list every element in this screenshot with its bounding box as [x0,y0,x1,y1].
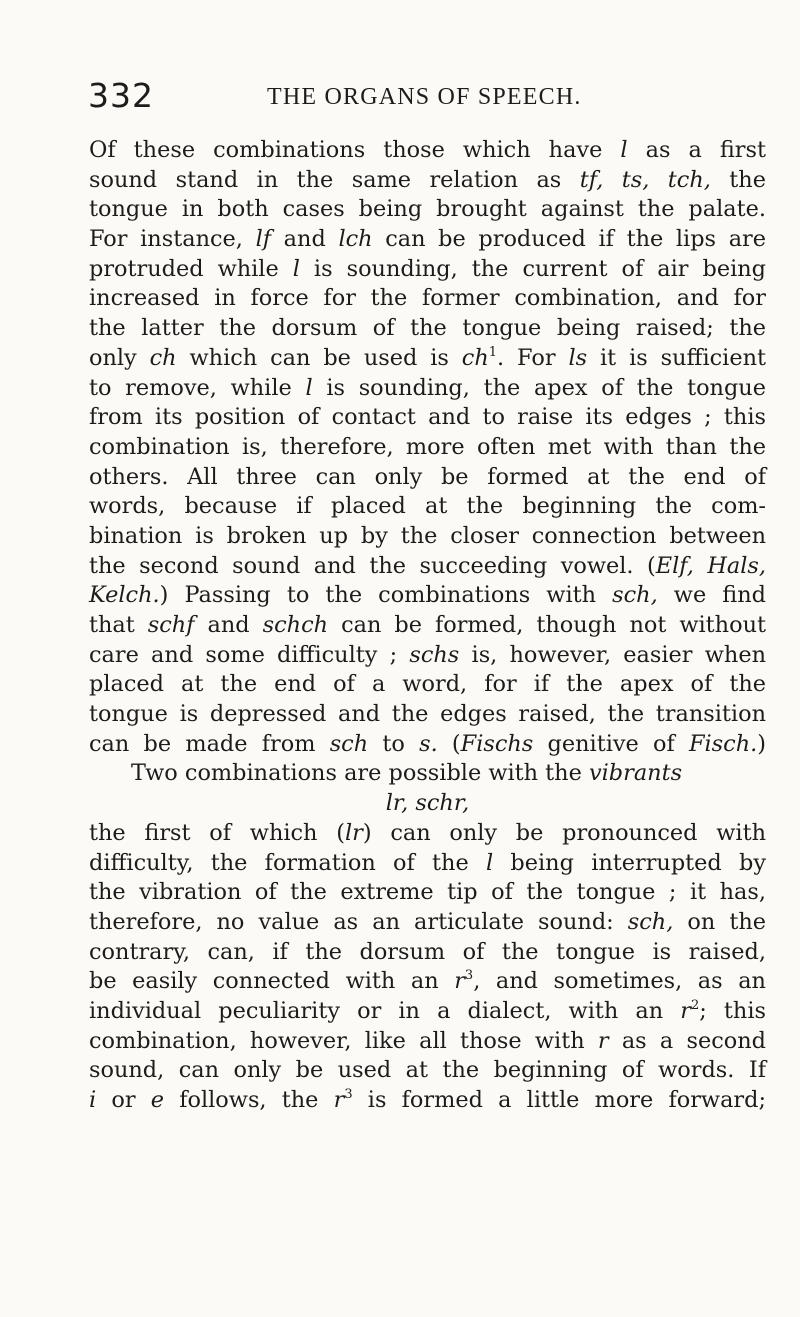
italic-term: vibrants [588,760,683,787]
text-line [89,433,766,463]
text-run: can be produced if the lips are [372,226,766,253]
italic-term: tf, ts, tch, [579,166,711,193]
text-line [89,374,766,404]
italic-term: ls [568,344,588,371]
text-run: is formed a little more forward; [352,1087,767,1113]
italic-term: e [150,1087,165,1113]
italic-term: r [333,1087,345,1113]
text-run: the [710,166,766,193]
text-line [89,581,766,611]
formula-line [89,789,766,819]
text-run: follows, the [164,1087,334,1113]
italic-term: sch, [612,582,658,609]
text-line [89,819,766,849]
italic-term: s. [419,730,438,757]
text-line [89,759,766,789]
italic-term: sch, [627,908,674,935]
text-run: be easily connected with an [89,968,455,995]
italic-term: Elf, Hals, [655,552,767,579]
text-run: the second sound and the succeeding vowel. ( [89,552,656,579]
italic-term: sch [329,730,369,757]
page-header [88,76,768,116]
text-run: tongue in both cases being brought against the palate. [89,196,766,223]
text-line [89,255,766,285]
italic-term: i [89,1087,97,1113]
text-run: ( [437,730,461,757]
text-run: on the [673,908,766,935]
text-run: to remove, while [89,374,306,401]
text-run: we find [657,582,766,609]
text-run: to [368,730,420,757]
text-run: being interrupted by [493,849,767,876]
text-run: ; this [699,997,767,1024]
text-run: individual peculiarity or in a dialect, with an [89,997,681,1024]
italic-term: schs [409,641,460,668]
text-line [89,1056,766,1086]
text-run: from its position of contact and to raise its edges ; this [89,404,766,431]
text-line [89,344,766,374]
text-run: is sounding, the current of air being [299,255,766,282]
italic-term: Fisch. [688,730,758,757]
text-line [89,552,766,582]
text-run: is sounding, the apex of the tongue [312,374,766,401]
text-line [89,195,766,225]
text-run: , and sometimes, as an [473,968,766,995]
text-line [89,314,766,344]
italic-term: r [597,1027,609,1054]
text-run: genitive of [533,730,689,757]
italic-term: r [454,968,465,995]
text-line [89,730,766,760]
text-run: others. All three can only be formed at the end of [89,463,766,490]
superscript-mark: 2 [691,997,700,1013]
text-run: as a second [608,1027,766,1054]
running-title: THE ORGANS OF SPEECH. [267,84,582,110]
text-run: . For [497,344,569,371]
italic-term: Kelch. [89,582,160,609]
text-line [89,1027,766,1057]
text-line [89,670,766,700]
italic-term: Fischs [460,730,534,757]
text-run: Two combinations are possible with the [131,760,589,787]
text-run: can be made from [89,730,330,757]
text-line [89,225,766,255]
text-line [89,1086,766,1116]
superscript-mark: 3 [464,968,474,984]
text-run: sound stand in the same relation as [89,166,580,193]
superscript-mark: 1 [488,344,498,360]
text-line [89,967,766,997]
text-run: care and some difficulty ; [89,641,410,668]
text-line [89,284,766,314]
text-run: and [194,612,263,638]
text-line [89,403,766,433]
text-run: and [271,226,339,253]
text-run: combination, however, like all those with [89,1027,598,1054]
text-run: increased in force for the former combination, and for [89,285,766,312]
text-line [89,136,766,166]
italic-term: lr [344,819,363,846]
text-run: protruded while [89,255,293,282]
text-line [89,878,766,908]
italic-term: ch [461,344,489,371]
text-run: it is sufficient [587,344,766,371]
text-run: only [89,344,150,371]
text-run: difficulty, the formation of the [89,849,486,876]
text-line [89,522,766,552]
text-run: For instance, [89,226,256,253]
text-run: the first of which ( [89,819,345,846]
italic-term: lch [338,226,373,253]
italic-term: l [620,137,628,163]
text-line [89,849,766,879]
text-run: ) Passing to the combinations with [159,582,613,609]
text-run: can be formed, though not without [328,612,766,638]
text-line [89,463,766,493]
text-run: combination is, therefore, more often met with than the [89,433,766,460]
text-run: placed at the end of a word, for if the apex of the [89,671,766,698]
text-run: tongue is depressed and the edges raised, the transition [89,701,766,728]
text-line [89,641,766,671]
text-run: the vibration of the extreme tip of the tongue ; it has, [89,879,766,906]
text-line [89,611,766,641]
italic-term: l [292,255,300,282]
italic-term: l [486,849,494,876]
text-run: ) can only be pronounced with [362,819,766,846]
text-line [89,908,766,938]
text-line [89,492,766,522]
italic-term: schch [262,612,329,638]
text-line [89,700,766,730]
text-run: ) [757,730,766,757]
text-run: as a first [627,137,767,163]
text-run: contrary, can, if the dorsum of the tongue is raised, [89,938,766,965]
text-run: is, however, easier when [459,641,766,668]
italic-term: ch [149,344,177,371]
text-line [89,997,766,1027]
text-run: the latter the dorsum of the tongue being raised; the [89,315,766,342]
text-run: which can be used is [176,344,462,371]
text-run: bination is broken up by the closer connection between [89,522,766,549]
text-run: Of these combinations those which have [89,137,621,163]
italic-term: l [305,374,313,401]
superscript-mark: 3 [344,1087,353,1102]
italic-term: r [680,997,691,1024]
text-run: sound, can only be used at the beginning of words. If [89,1057,766,1084]
italic-term: lr, schr, [385,790,470,817]
text-line [89,938,766,968]
italic-term: lf [255,226,272,253]
text-run: that [89,612,148,638]
text-line [89,166,766,196]
text-run: words, because if placed at the beginning the com- [89,493,766,520]
body-text [89,136,766,1116]
text-run: therefore, no value as an articulate sound: [89,908,628,935]
text-run: or [96,1087,151,1113]
italic-term: schf [147,612,195,638]
page-number: 332 [88,76,154,115]
